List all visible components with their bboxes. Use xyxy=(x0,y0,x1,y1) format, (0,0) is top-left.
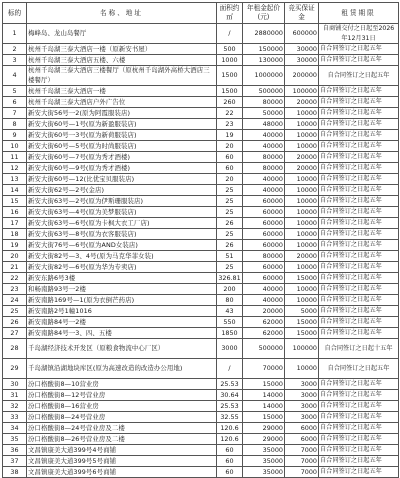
cell-annual-rent: 60000 xyxy=(243,218,285,229)
cell-lease-term: 自合同签订之日起五年 xyxy=(319,119,399,130)
table-row xyxy=(3,328,399,339)
cell-no: 18 xyxy=(3,229,27,240)
cell-name-address: 新安大街76号—6号(原为AND女装店) xyxy=(27,240,217,251)
table-row xyxy=(3,445,399,456)
cell-name-address: 新安大街82号—3、4号(原为马克华菲女装) xyxy=(27,251,217,262)
cell-name-address: 新安大街60号—5号(原为时尚服装店) xyxy=(27,141,217,152)
cell-name-address: 汾口格酸街8—26号营业房及二楼 xyxy=(27,434,217,445)
cell-area: 43 xyxy=(217,306,243,317)
cell-name-address: 杭州千岛湖三泰大酒店户外广告位 xyxy=(27,97,217,108)
table-row xyxy=(3,434,399,445)
cell-name-address: 新安大街60号—12(比优宝贝服装店) xyxy=(27,174,217,185)
table-row xyxy=(3,295,399,306)
cell-annual-rent: 70000 xyxy=(243,359,285,379)
cell-no: 35 xyxy=(3,434,27,445)
cell-name-address: 新安南路84号一2楼 xyxy=(27,317,217,328)
cell-annual-rent: 40000 xyxy=(243,284,285,295)
cell-deposit: 20000 xyxy=(285,152,319,163)
cell-deposit: 10000 xyxy=(285,240,319,251)
cell-deposit: 3000 xyxy=(285,412,319,423)
cell-lease-term: 自合同签订之日起五年 xyxy=(319,379,399,390)
cell-deposit: 6000 xyxy=(285,434,319,445)
cell-annual-rent: 60000 xyxy=(243,262,285,273)
cell-lease-term: 自合同签订之日起五年 xyxy=(319,152,399,163)
cell-lease-term: 自合同签订之日起五年 xyxy=(319,467,399,478)
table-row xyxy=(3,339,399,359)
cell-deposit: 3000 xyxy=(285,401,319,412)
cell-deposit: 200000 xyxy=(285,66,319,86)
cell-no: 16 xyxy=(3,207,27,218)
cell-name-address: 汾口格酸街8—10营业房 xyxy=(27,379,217,390)
cell-lease-term: 自合同签订之日起五年 xyxy=(319,328,399,339)
cell-annual-rent: 20000 xyxy=(243,306,285,317)
table-row xyxy=(3,24,399,44)
cell-no: 32 xyxy=(3,401,27,412)
cell-area: / xyxy=(217,24,243,44)
cell-name-address: 和畅南路93号一2楼 xyxy=(27,284,217,295)
cell-area: 19 xyxy=(217,130,243,141)
header-area: 面积约㎡ xyxy=(217,3,243,24)
cell-name-address: 新安大街63号—6号(原为卡枫大衣工厂店) xyxy=(27,218,217,229)
cell-area: 25 xyxy=(217,185,243,196)
cell-deposit: 10000 xyxy=(285,196,319,207)
cell-no: 12 xyxy=(3,163,27,174)
cell-annual-rent: 80000 xyxy=(243,152,285,163)
cell-no: 2 xyxy=(3,44,27,55)
cell-name-address: 新安大街62号—2号(金店) xyxy=(27,185,217,196)
cell-annual-rent: 48000 xyxy=(243,119,285,130)
cell-annual-rent: 15000 xyxy=(243,412,285,423)
cell-deposit: 15000 xyxy=(285,328,319,339)
header-name-address: 名称、地址 xyxy=(27,3,217,24)
cell-name-address: 梅峰岛、龙山岛餐厅 xyxy=(27,24,217,44)
cell-area: 80 xyxy=(217,295,243,306)
cell-lease-term: 自合同签订之日起五年 xyxy=(319,412,399,423)
cell-lease-term: 自合同签订之日起五年 xyxy=(319,284,399,295)
cell-annual-rent: 40000 xyxy=(243,295,285,306)
cell-no: 20 xyxy=(3,251,27,262)
cell-deposit: 30000 xyxy=(285,55,319,66)
cell-lease-term: 自合同签订之日起五年 xyxy=(319,44,399,55)
cell-name-address: 千岛湖镇沿湖地块库区(原为高速改造的改造办公用地) xyxy=(27,359,217,379)
cell-name-address: 杭州千岛湖三泰大酒店一楼 xyxy=(27,86,217,97)
cell-no: 27 xyxy=(3,328,27,339)
cell-annual-rent: 35000 xyxy=(243,467,285,478)
cell-deposit: 10000 xyxy=(285,141,319,152)
cell-lease-term: 自合同签订之日起五年 xyxy=(319,456,399,467)
cell-no: 37 xyxy=(3,456,27,467)
cell-lease-term: 自合同签订之日起十五年 xyxy=(319,339,399,359)
cell-annual-rent: 40000 xyxy=(243,141,285,152)
cell-area: 120.6 xyxy=(217,434,243,445)
cell-annual-rent: 60000 xyxy=(243,229,285,240)
cell-lease-term: 自合同签订之日起五年 xyxy=(319,359,399,379)
cell-area: / xyxy=(217,359,243,379)
cell-deposit: 100000 xyxy=(285,86,319,97)
cell-name-address: 新安南路84号一3、四、五楼 xyxy=(27,328,217,339)
cell-deposit: 10000 xyxy=(285,119,319,130)
cell-deposit: 10000 xyxy=(285,262,319,273)
table-row xyxy=(3,196,399,207)
table-row xyxy=(3,229,399,240)
table-row xyxy=(3,152,399,163)
cell-no: 33 xyxy=(3,412,27,423)
table-row xyxy=(3,240,399,251)
cell-deposit: 10000 xyxy=(285,130,319,141)
cell-annual-rent: 60000 xyxy=(243,196,285,207)
cell-area: 20 xyxy=(217,141,243,152)
table-row xyxy=(3,207,399,218)
cell-lease-term: 自合同签订之日起五年 xyxy=(319,163,399,174)
cell-lease-term: 自商铺交付之日起至2026年12月31日 xyxy=(319,24,399,44)
cell-name-address: 汾口格酸街8—12号营业房 xyxy=(27,390,217,401)
header-annual-rent: 年租金起价(元) xyxy=(243,3,285,24)
cell-annual-rent: 130000 xyxy=(243,55,285,66)
cell-lease-term: 自合同签订之日起五年 xyxy=(319,306,399,317)
cell-no: 24 xyxy=(3,295,27,306)
cell-no: 36 xyxy=(3,445,27,456)
table-row xyxy=(3,456,399,467)
cell-area: 60 xyxy=(217,456,243,467)
table-row xyxy=(3,359,399,379)
cell-lease-term: 自合同签订之日起五年 xyxy=(319,66,399,86)
cell-no: 29 xyxy=(3,359,27,379)
cell-name-address: 新安大街60号一3号(原为新荷服装店) xyxy=(27,130,217,141)
cell-area: 32.55 xyxy=(217,412,243,423)
cell-name-address: 杭州千岛湖三泰大酒店一楼（原新安书屋） xyxy=(27,44,217,55)
cell-no: 8 xyxy=(3,119,27,130)
cell-annual-rent: 62000 xyxy=(243,317,285,328)
table-row xyxy=(3,174,399,185)
cell-deposit: 10000 xyxy=(285,185,319,196)
cell-annual-rent: 2880000 xyxy=(243,24,285,44)
header-lease-term: 租赁期限 xyxy=(319,3,399,24)
header-deposit: 竞买保证金 xyxy=(285,3,319,24)
cell-no: 38 xyxy=(3,467,27,478)
table-row xyxy=(3,390,399,401)
table-body xyxy=(3,24,399,478)
cell-annual-rent: 40000 xyxy=(243,174,285,185)
cell-area: 60 xyxy=(217,445,243,456)
cell-lease-term: 自合同签订之日起五年 xyxy=(319,445,399,456)
cell-area: 25 xyxy=(217,262,243,273)
cell-deposit: 6000 xyxy=(285,423,319,434)
cell-name-address: 文昌镇康美大道399号5号商铺 xyxy=(27,456,217,467)
table-row xyxy=(3,423,399,434)
cell-name-address: 千岛湖经济技术开发区（原粮食物流中心厂区） xyxy=(27,339,217,359)
cell-area: 60 xyxy=(217,152,243,163)
table-row xyxy=(3,97,399,108)
cell-area: 1500 xyxy=(217,66,243,86)
cell-annual-rent: 62000 xyxy=(243,328,285,339)
cell-deposit: 10000 xyxy=(285,108,319,119)
cell-area: 25 xyxy=(217,207,243,218)
cell-lease-term: 自合同签订之日起五年 xyxy=(319,97,399,108)
cell-lease-term: 自合同签订之日起五年 xyxy=(319,86,399,97)
cell-area: 120.6 xyxy=(217,423,243,434)
cell-area: 550 xyxy=(217,317,243,328)
cell-no: 31 xyxy=(3,390,27,401)
cell-annual-rent: 35000 xyxy=(243,445,285,456)
cell-no: 7 xyxy=(3,108,27,119)
cell-deposit: 10000 xyxy=(285,284,319,295)
cell-name-address: 新安南路169号—1(原为衣倒芒药店) xyxy=(27,295,217,306)
cell-name-address: 杭州千岛湖三泰大酒店三楼餐厅（原杭州千岛湖外高桥大酒店三楼餐厅） xyxy=(27,66,217,86)
cell-annual-rent: 150000 xyxy=(243,44,285,55)
cell-annual-rent: 35000 xyxy=(243,456,285,467)
cell-no: 6 xyxy=(3,97,27,108)
cell-lease-term: 自合同签订之日起五年 xyxy=(319,273,399,284)
cell-annual-rent: 29000 xyxy=(243,423,285,434)
cell-lease-term: 自合同签订之日起五年 xyxy=(319,317,399,328)
cell-deposit: 10000 xyxy=(285,218,319,229)
cell-lease-term: 自合同签订之日起五年 xyxy=(319,207,399,218)
cell-name-address: 新安大街82号—6号(原为华为专卖店) xyxy=(27,262,217,273)
cell-name-address: 新安南路2号1幢1016 xyxy=(27,306,217,317)
cell-annual-rent: 500000 xyxy=(243,86,285,97)
cell-lease-term: 自合同签订之日起五年 xyxy=(319,434,399,445)
cell-no: 25 xyxy=(3,306,27,317)
cell-name-address: 文昌镇康美大道399号6号商铺 xyxy=(27,467,217,478)
cell-area: 326.81 xyxy=(218,274,241,283)
cell-name-address: 新安大街56号一2(原为阿霞服装店) xyxy=(27,108,217,119)
cell-annual-rent: 80000 xyxy=(243,163,285,174)
table-row xyxy=(3,130,399,141)
table-row xyxy=(3,317,399,328)
cell-name-address: 汾口格酸街8—16营业房 xyxy=(27,401,217,412)
cell-lease-term: 自合同签订之日起五年 xyxy=(319,229,399,240)
cell-annual-rent: 60000 xyxy=(243,273,285,284)
cell-deposit: 5000 xyxy=(285,306,319,317)
table-row xyxy=(3,251,399,262)
table-row xyxy=(3,273,399,284)
cell-no: 26 xyxy=(3,317,27,328)
cell-deposit: 20000 xyxy=(285,163,319,174)
cell-area: 25.53 xyxy=(217,379,243,390)
cell-deposit: 600000 xyxy=(285,24,319,44)
cell-deposit: 10000 xyxy=(285,359,319,379)
table-row xyxy=(3,141,399,152)
cell-no: 11 xyxy=(3,152,27,163)
cell-name-address: 新安大街60号—9号(原为秀才酒楼) xyxy=(27,163,217,174)
cell-lease-term: 自合同签订之日起五年 xyxy=(319,174,399,185)
cell-name-address: 新安大街60号—7号(原为秀才酒楼) xyxy=(27,152,217,163)
cell-lease-term: 自合同签订之日起五年 xyxy=(319,240,399,251)
cell-deposit: 7000 xyxy=(285,456,319,467)
lease-listing-table xyxy=(2,2,399,478)
cell-annual-rent: 50000 xyxy=(243,108,285,119)
cell-area: 60 xyxy=(217,467,243,478)
cell-lease-term: 自合同签订之日起五年 xyxy=(319,141,399,152)
table-row xyxy=(3,185,399,196)
cell-no: 4 xyxy=(3,66,27,86)
cell-area: 51 xyxy=(217,251,243,262)
table-row xyxy=(3,306,399,317)
cell-annual-rent: 29000 xyxy=(243,434,285,445)
table-row xyxy=(3,108,399,119)
cell-lease-term: 自合同签订之日起五年 xyxy=(319,108,399,119)
table-row xyxy=(3,379,399,390)
table-row xyxy=(3,262,399,273)
cell-annual-rent: 14000 xyxy=(243,390,285,401)
cell-name-address: 新安大街60号—1号(原为新盈服装店) xyxy=(27,119,217,130)
cell-name-address: 文昌镇康美大道399号4号商铺 xyxy=(27,445,217,456)
cell-lease-term: 自合同签订之日起五年 xyxy=(319,55,399,66)
cell-name-address: 杭州千岛湖三泰大酒店五楼、六楼 xyxy=(27,55,217,66)
table-row xyxy=(3,467,399,478)
cell-deposit: 7000 xyxy=(285,467,319,478)
cell-deposit: 30000 xyxy=(285,44,319,55)
cell-area: 260 xyxy=(217,97,243,108)
table-row xyxy=(3,412,399,423)
cell-no: 3 xyxy=(3,55,27,66)
cell-annual-rent: 14000 xyxy=(243,401,285,412)
cell-lease-term: 自合同签订之日起五年 xyxy=(319,196,399,207)
cell-deposit: 10000 xyxy=(285,229,319,240)
cell-area: 3000 xyxy=(217,339,243,359)
cell-area: 26 xyxy=(217,218,243,229)
cell-area: 25 xyxy=(217,196,243,207)
cell-annual-rent: 1000000 xyxy=(243,66,285,86)
cell-lease-term: 自合同签订之日起五年 xyxy=(319,390,399,401)
cell-lease-term: 自合同签订之日起五年 xyxy=(319,185,399,196)
cell-lease-term: 自合同签订之日起五年 xyxy=(319,218,399,229)
table-row xyxy=(3,284,399,295)
cell-no: 9 xyxy=(3,130,27,141)
cell-annual-rent: 60000 xyxy=(243,207,285,218)
cell-deposit: 3000 xyxy=(285,379,319,390)
cell-area: 25.53 xyxy=(217,401,243,412)
cell-deposit: 20000 xyxy=(285,97,319,108)
cell-no: 17 xyxy=(3,218,27,229)
table-row xyxy=(3,86,399,97)
table-row xyxy=(3,401,399,412)
cell-no: 34 xyxy=(3,423,27,434)
cell-deposit: 10000 xyxy=(285,174,319,185)
cell-no: 21 xyxy=(3,262,27,273)
cell-no: 22 xyxy=(3,273,27,284)
cell-area: 22 xyxy=(217,108,243,119)
cell-name-address: 新安大街63号—4号(原为美梦服装店) xyxy=(27,207,217,218)
table-row xyxy=(3,44,399,55)
cell-annual-rent: 40000 xyxy=(243,185,285,196)
cell-lease-term: 自合同签订之日起五年 xyxy=(319,423,399,434)
table-row xyxy=(3,55,399,66)
cell-area: 200 xyxy=(217,284,243,295)
lease-auction-document xyxy=(2,2,398,478)
cell-annual-rent: 15000 xyxy=(243,379,285,390)
cell-no: 23 xyxy=(3,284,27,295)
cell-area: 23 xyxy=(217,119,243,130)
cell-lease-term: 自合同签订之日起五年 xyxy=(319,130,399,141)
cell-name-address: 汾口格酸街8—24号营业房 xyxy=(27,412,217,423)
cell-annual-rent: 80000 xyxy=(243,97,285,108)
cell-no: 30 xyxy=(3,379,27,390)
cell-lease-term: 自合同签订之日起五年 xyxy=(319,251,399,262)
cell-area: 20 xyxy=(217,174,243,185)
cell-no: 28 xyxy=(3,339,27,359)
cell-area: 30.64 xyxy=(217,390,243,401)
cell-name-address: 汾口格酸街8—24号营业房及二楼 xyxy=(27,423,217,434)
table-row xyxy=(3,163,399,174)
cell-annual-rent: 80000 xyxy=(243,251,285,262)
cell-deposit: 10000 xyxy=(285,295,319,306)
cell-annual-rent: 40000 xyxy=(243,130,285,141)
header-no: 标的 xyxy=(3,3,27,24)
table-row xyxy=(3,119,399,130)
cell-no: 5 xyxy=(3,86,27,97)
cell-area: 1000 xyxy=(217,55,243,66)
cell-area: 25 xyxy=(217,229,243,240)
cell-no: 14 xyxy=(3,185,27,196)
cell-area: 500 xyxy=(217,44,243,55)
table-row xyxy=(3,218,399,229)
cell-deposit: 7000 xyxy=(285,445,319,456)
cell-no: 15 xyxy=(3,196,27,207)
cell-area: 26 xyxy=(217,240,243,251)
cell-area: 60 xyxy=(217,163,243,174)
cell-lease-term: 自合同签订之日起五年 xyxy=(319,295,399,306)
cell-deposit: 3000 xyxy=(285,390,319,401)
cell-name-address: 新安大街63号—2号(原为伊斯珊服装店) xyxy=(27,196,217,207)
table-header xyxy=(3,3,399,24)
cell-name-address: 新安东路6号3楼 xyxy=(27,273,217,284)
table-row xyxy=(3,66,399,86)
cell-deposit: 100000 xyxy=(285,339,319,359)
cell-deposit: 10000 xyxy=(285,207,319,218)
cell-deposit: 20000 xyxy=(285,251,319,262)
cell-name-address: 新安大街63号—8号(原为衣客服装店) xyxy=(27,229,217,240)
cell-deposit: 15000 xyxy=(285,273,319,284)
cell-no: 10 xyxy=(3,141,27,152)
cell-no: 13 xyxy=(3,174,27,185)
cell-lease-term: 自合同签订之日起五年 xyxy=(319,262,399,273)
cell-area: 1500 xyxy=(217,86,243,97)
cell-lease-term: 自合同签订之日起五年 xyxy=(319,401,399,412)
cell-area: 1850 xyxy=(217,328,243,339)
cell-deposit: 15000 xyxy=(285,317,319,328)
cell-no: 1 xyxy=(3,24,27,44)
cell-annual-rent: 500000 xyxy=(243,339,285,359)
cell-annual-rent: 60000 xyxy=(243,240,285,251)
cell-no: 19 xyxy=(3,240,27,251)
